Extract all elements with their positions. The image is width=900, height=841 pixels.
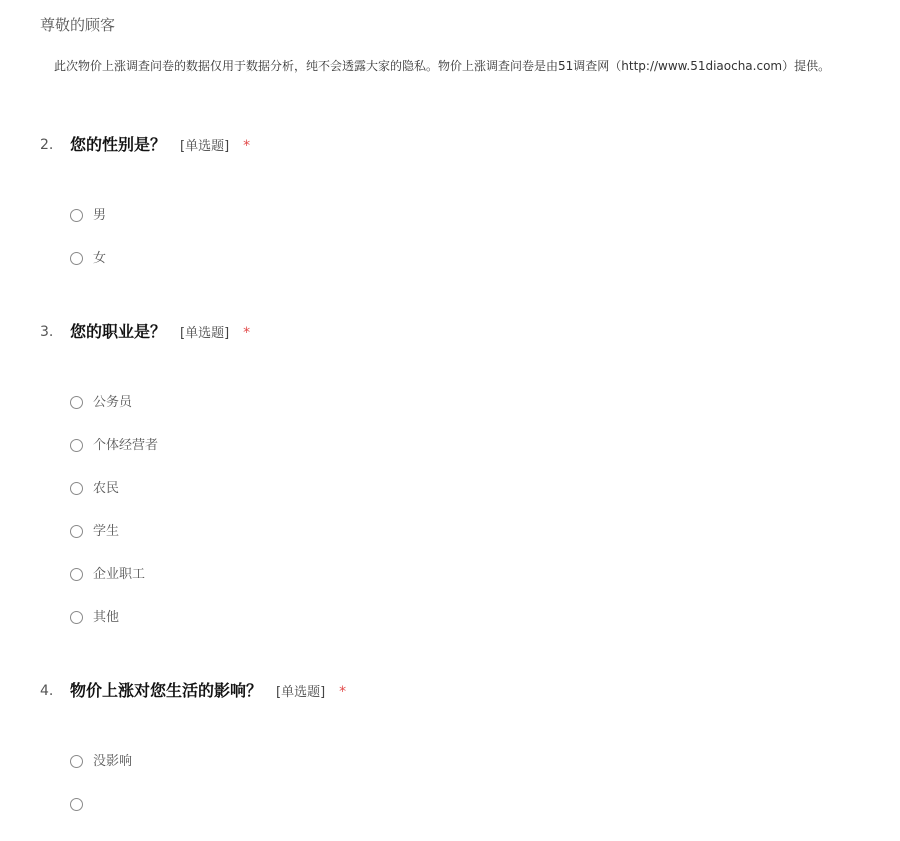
question-price-impact — [40, 679, 860, 769]
option-label[interactable]: 学生 — [93, 524, 120, 539]
question-title — [70, 133, 250, 159]
option-label[interactable]: 男 — [93, 208, 107, 223]
option-label[interactable]: 个体经营者 — [93, 438, 159, 453]
question-type-tag: [单选题] — [180, 326, 230, 341]
question-number: 2. — [40, 137, 54, 153]
radio-button[interactable] — [70, 209, 83, 222]
question-title-text: 您的性别是？ — [70, 135, 167, 154]
question-type-tag: [单选题] — [180, 139, 230, 154]
option-label[interactable]: 没影响 — [93, 754, 133, 769]
radio-button[interactable] — [70, 755, 83, 768]
radio-button[interactable] — [70, 611, 83, 624]
question-title-text: 物价上涨对您生活的影响？ — [70, 681, 263, 700]
option-label[interactable]: 女 — [93, 251, 107, 266]
question-header — [40, 320, 860, 346]
survey-intro: 此次物价上涨调查问卷的数据仅用于数据分析，纯不会透露大家的隐私。物价上涨调查问卷是由51调查网（http://www.51diaocha.com）提供。 — [54, 59, 831, 73]
option-label[interactable]: 农民 — [93, 481, 120, 496]
question-title-text: 您的职业是？ — [70, 322, 167, 341]
radio-button[interactable] — [70, 482, 83, 495]
question-title — [70, 679, 346, 705]
required-marker: * — [243, 138, 251, 154]
question-header — [40, 679, 860, 705]
question-title — [70, 320, 250, 346]
option-label[interactable]: 公务员 — [93, 395, 133, 410]
question-type-tag: [单选题] — [276, 685, 326, 700]
radio-button[interactable] — [70, 439, 83, 452]
question-gender — [40, 133, 860, 266]
question-occupation — [40, 320, 860, 625]
radio-button[interactable] — [70, 525, 83, 538]
radio-button[interactable] — [70, 252, 83, 265]
required-marker: * — [339, 684, 347, 700]
option-label[interactable]: 其他 — [93, 610, 120, 625]
survey-greeting: 尊敬的顾客 — [40, 16, 116, 34]
radio-button[interactable] — [70, 568, 83, 581]
question-header — [40, 133, 860, 159]
question-number: 3. — [40, 324, 54, 340]
required-marker: * — [243, 325, 251, 341]
option-label[interactable]: 企业职工 — [93, 567, 146, 582]
radio-button[interactable] — [70, 396, 83, 409]
question-number: 4. — [40, 683, 54, 699]
